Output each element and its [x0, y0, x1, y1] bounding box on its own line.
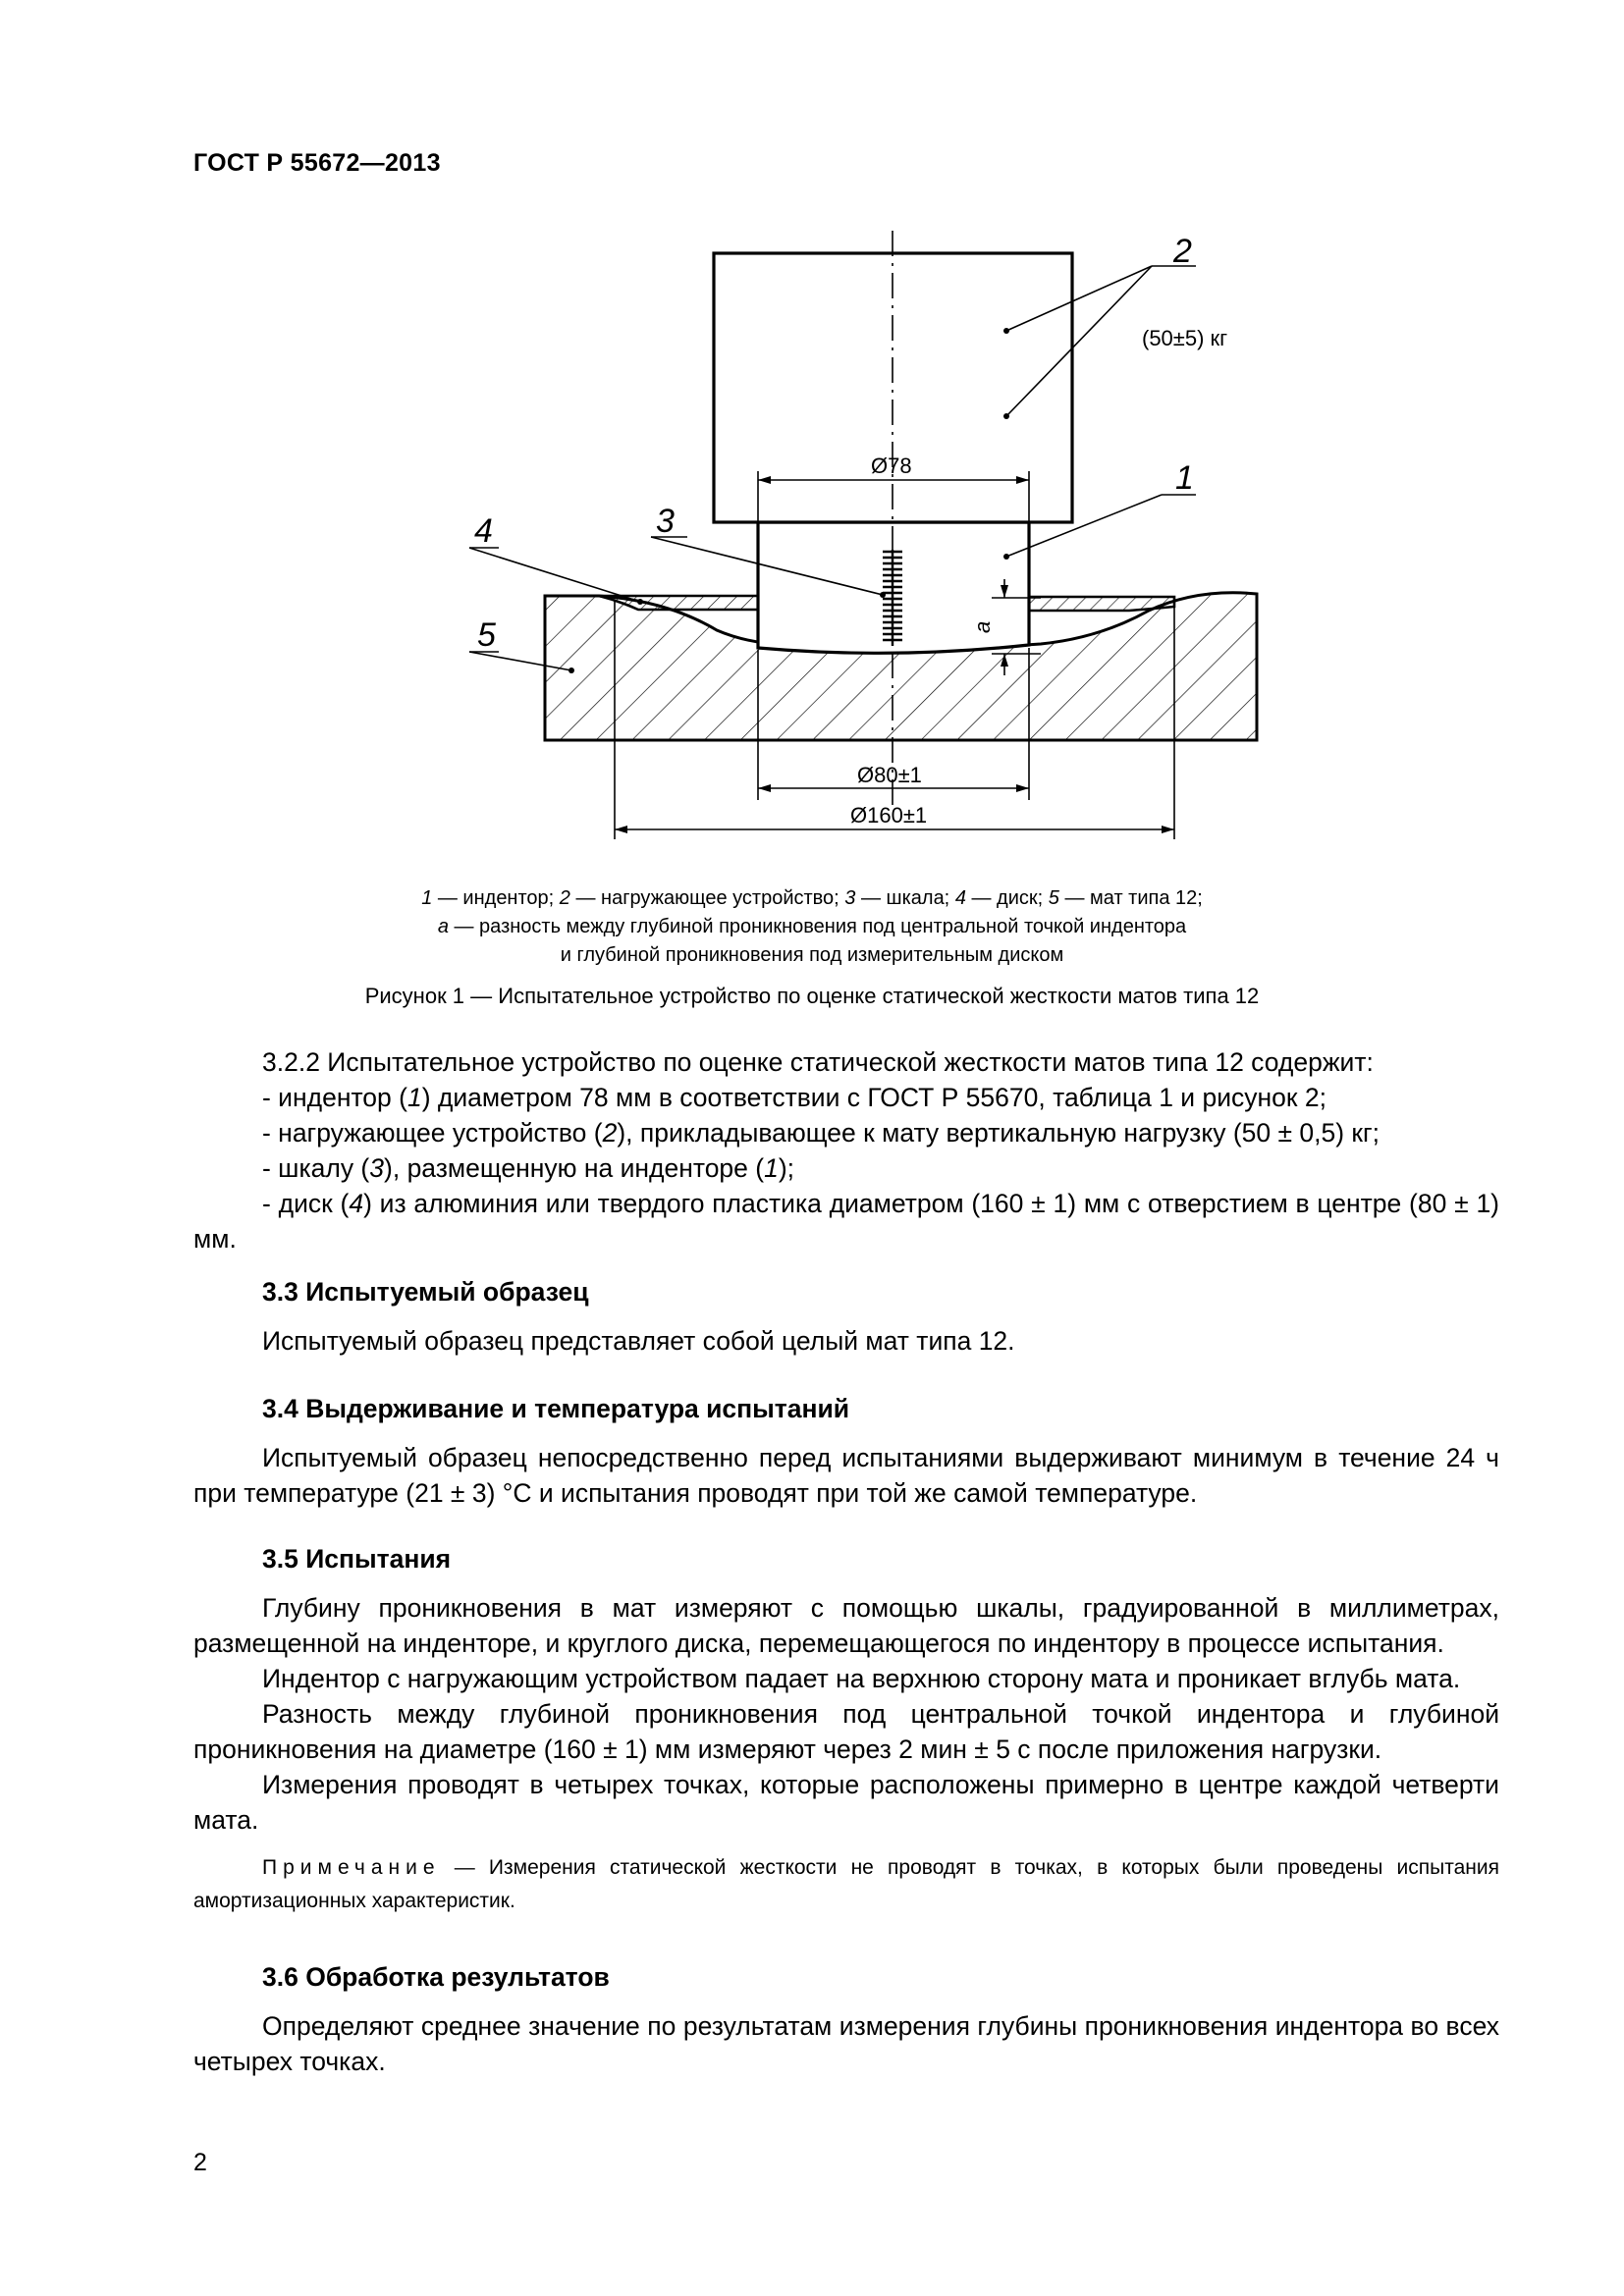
section-3-6-heading: 3.6 Обработка результатов [262, 1962, 610, 1992]
label-4: 4 [474, 512, 493, 550]
page-number: 2 [193, 2149, 207, 2176]
legend-line-2: a — разность между глубиной проникновения под центральной точкой индентора [437, 916, 1187, 937]
label-mass: (50±5) кг [1142, 326, 1228, 350]
label-3: 3 [656, 503, 675, 540]
leader-4-point [637, 599, 643, 605]
leader-4 [469, 548, 640, 602]
label-2: 2 [1173, 233, 1192, 270]
list-item-disc: - диск (4) из алюминия или твердого пластика диаметром (160 ± 1) мм с отверстием в центре (80 ± 1) мм. [193, 1189, 1500, 1254]
leader-1-point [1003, 554, 1009, 560]
section-3-2-2 [193, 1044, 1499, 1256]
section-3-3-text: Испытуемый образец представляет собой целый мат типа 12. [262, 1326, 1015, 1356]
section-3-4 [193, 1391, 1499, 1511]
label-5: 5 [477, 616, 496, 654]
list-item-loading-device: - нагружающее устройство (2), прикладывающее к мату вертикальную нагрузку (50 ± 0,5) кг; [262, 1118, 1380, 1148]
legend-line-1: 1 — индентор; 2 — нагружающее устройство; 3 — шкала; 4 — диск; 5 — мат типа 12; [421, 887, 1203, 909]
list-item-scale: - шкалу (3), размещенную на инденторе (1); [262, 1153, 795, 1183]
section-3-6 [193, 1959, 1499, 2079]
list-item-indentor: - индентор (1) диаметром 78 мм в соответствии с ГОСТ Р 55670, таблица 1 и рисунок 2; [262, 1083, 1326, 1112]
section-3-5 [193, 1541, 1499, 1918]
measuring-disc-right [1029, 597, 1174, 611]
figure-caption: Рисунок 1 — Испытательное устройство по оценке статической жесткости матов типа 12 [364, 984, 1260, 1008]
leader-5-point [568, 667, 574, 673]
section-3-5-note: Примечание — Измерения статической жесткости не проводят в точках, в которых были проведены испытания амортизационных характеристик. [193, 1856, 1499, 1912]
section-3-5-p2: Индентор с нагружающим устройством падает на верхнюю сторону мата и проникает вглубь мата. [262, 1664, 1461, 1693]
label-1: 1 [1175, 459, 1194, 497]
section-3-5-p4: Измерения проводят в четырех точках, которые расположены примерно в центре каждой четверти мата. [193, 1770, 1499, 1835]
section-3-4-text: Испытуемый образец непосредственно перед испытаниями выдерживают минимум в течение 24 ч при температуре (21 ± 3) °С и испытания проводят при той же самой температуре. [193, 1443, 1499, 1508]
section-3-5-p1: Глубину проникновения в мат измеряют с помощью шкалы, градуированной в миллиметрах, размещенной на инденторе, и круглого диска, перемещающегося по индентору в процессе испытания. [193, 1593, 1499, 1658]
test-device-figure [0, 0, 1624, 883]
label-dim-hole: Ø80±1 [857, 763, 922, 787]
section-3-3 [193, 1274, 1499, 1359]
section-3-3-heading: 3.3 Испытуемый образец [262, 1277, 589, 1307]
section-3-5-p3: Разность между глубиной проникновения под центральной точкой индентора и глубиной проникновения на диаметре (160 ± 1) мм измеряют через 2 мин ± 5 с после приложения нагрузки. [193, 1699, 1499, 1764]
leader-2-point-a [1003, 328, 1009, 334]
label-dim-disc: Ø160±1 [850, 803, 928, 828]
label-a: a [970, 620, 995, 633]
section-3-2-2-intro: 3.2.2 Испытательное устройство по оценке статической жесткости матов типа 12 содержит: [262, 1047, 1374, 1077]
section-3-5-heading: 3.5 Испытания [262, 1544, 452, 1574]
leader-2-point-b [1003, 413, 1009, 419]
label-dim-indentor: Ø78 [871, 454, 912, 478]
section-3-4-heading: 3.4 Выдерживание и температура испытаний [262, 1394, 850, 1423]
figure-legend [193, 884, 1431, 970]
leader-3-point [880, 592, 886, 598]
document-header: ГОСТ Р 55672—2013 [193, 149, 441, 177]
section-3-6-text: Определяют среднее значение по результатам измерения глубины проникновения индентора во всех четырех точках. [193, 2011, 1499, 2076]
legend-line-3: и глубиной проникновения под измерительным диском [560, 944, 1064, 966]
